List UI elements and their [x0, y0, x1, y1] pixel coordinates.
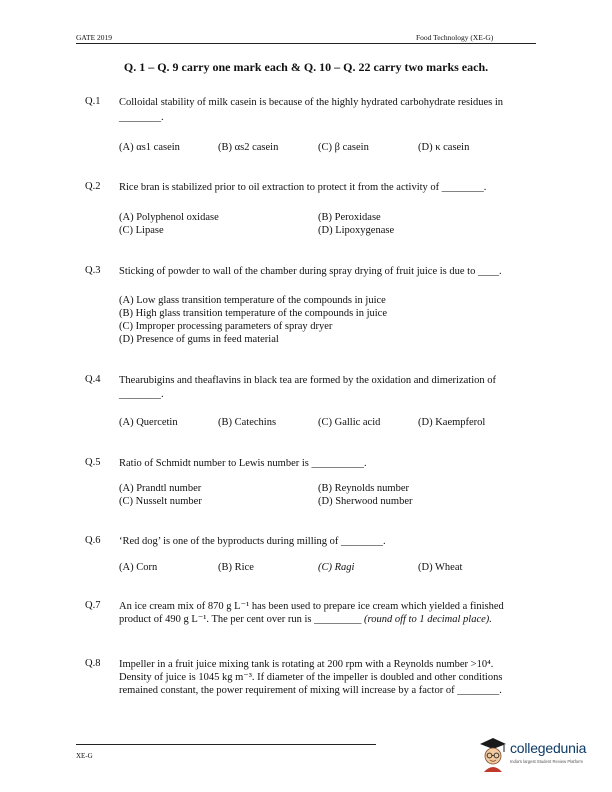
mascot-icon [478, 736, 508, 772]
option: (D) Kaempferol [418, 417, 486, 428]
question-number: Q.7 [85, 600, 101, 611]
option: (D) Wheat [418, 562, 463, 573]
question-text: Impeller in a fruit juice mixing tank is rotating at 200 rpm with a Reynolds number >10⁴. [119, 659, 494, 670]
question-text-part: product of 490 g L⁻¹. The per cent over run is _________ [119, 614, 362, 625]
question-text: An ice cream mix of 870 g L⁻¹ has been used to prepare ice cream which yielded a finished [119, 601, 504, 612]
question-text: ________. [119, 389, 164, 400]
question-number: Q.2 [85, 181, 101, 192]
option: (C) Nusselt number [119, 496, 202, 507]
option: (C) Lipase [119, 225, 164, 236]
question-text: Ratio of Schmidt number to Lewis number is __________. [119, 458, 367, 469]
question-number: Q.5 [85, 457, 101, 468]
rounding-note: (round off to 1 decimal place). [361, 614, 492, 625]
header-exam: GATE 2019 [76, 33, 113, 42]
question-text: Density of juice is 1045 kg m⁻³. If diameter of the impeller is doubled and other conditions [119, 672, 503, 683]
option: (A) Corn [119, 562, 158, 573]
option: (B) Peroxidase [318, 212, 381, 223]
option: (B) High glass transition temperature of the compounds in juice [119, 308, 387, 319]
option: (D) Sherwood number [318, 496, 413, 507]
question-text: ‘Red dog’ is one of the byproducts during milling of ________. [119, 536, 386, 547]
question-number: Q.1 [85, 96, 101, 107]
footer-code: XE-G [76, 752, 93, 760]
option: (A) Polyphenol oxidase [119, 212, 219, 223]
option: (C) β casein [318, 142, 369, 153]
question-number: Q.6 [85, 535, 101, 546]
question-text: Colloidal stability of milk casein is because of the highly hydrated carbohydrate residues in [119, 97, 504, 108]
question-text [119, 613, 539, 626]
brand-logo-block [478, 736, 608, 776]
option: (A) αs1 casein [119, 142, 180, 153]
option: (D) Lipoxygenase [318, 225, 395, 236]
question-text: Rice bran is stabilized prior to oil extraction to protect it from the activity of ________. [119, 182, 487, 193]
option: (C) Improper processing parameters of spray dryer [119, 321, 333, 332]
brand-tagline: India's largest Student Review Platform [510, 759, 583, 764]
option: (C) Ragi [318, 562, 355, 573]
option: (D) κ casein [418, 142, 470, 153]
question-text: ________. [119, 112, 164, 123]
option: (B) Rice [218, 562, 254, 573]
footer-divider [76, 744, 376, 745]
section-title: Q. 1 – Q. 9 carry one mark each & Q. 10 – Q. 22 carry two marks each. [123, 60, 489, 74]
brand-name: collegedunia [510, 740, 587, 756]
question-text: remained constant, the power requirement of mixing will increase by a factor of ________. [119, 685, 502, 696]
question-number: Q.4 [85, 374, 101, 385]
question-text: Sticking of powder to wall of the chamber during spray drying of fruit juice is due to ____. [119, 266, 502, 277]
option: (C) Gallic acid [318, 417, 381, 428]
option: (B) Reynolds number [318, 483, 409, 494]
question-number: Q.8 [85, 658, 101, 669]
option: (B) αs2 casein [218, 142, 279, 153]
header-paper: Food Technology (XE-G) [416, 33, 494, 42]
option: (A) Quercetin [119, 417, 178, 428]
option: (A) Prandtl number [119, 483, 202, 494]
option: (A) Low glass transition temperature of the compounds in juice [119, 295, 386, 306]
header-divider [76, 43, 536, 44]
option: (D) Presence of gums in feed material [119, 334, 279, 345]
question-number: Q.3 [85, 265, 101, 276]
question-text: Thearubigins and theaflavins in black tea are formed by the oxidation and dimerization of [119, 375, 496, 386]
option: (B) Catechins [218, 417, 277, 428]
